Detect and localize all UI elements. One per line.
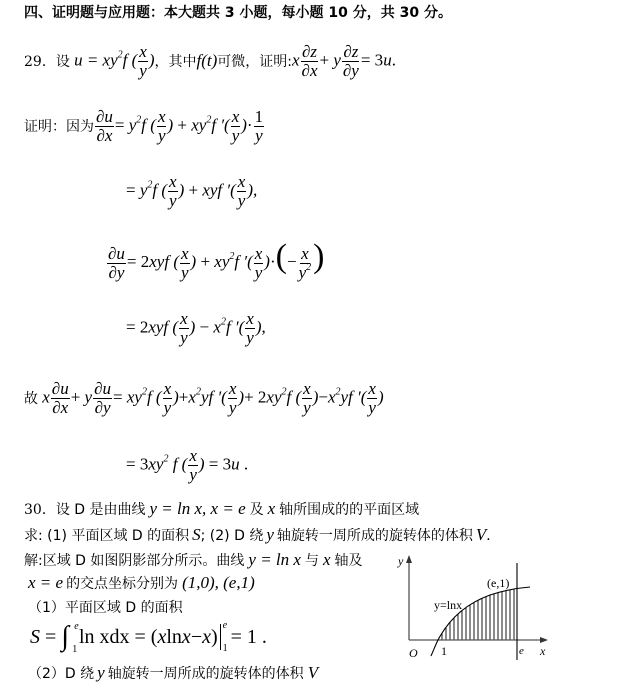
part-2-text: 轴旋转一周所成的旋转体的体积 bbox=[107, 666, 304, 682]
du-dx-equation: $\frac{\partial u}{\partial x}$ = $y^2f$ ( $\frac{x}{y}$ ) + $xy^2f$ ′( $\frac{x}{y}$ )· $\frac{1}{y}$ bbox=[96, 106, 264, 145]
q30-y: y bbox=[266, 525, 274, 544]
q30-ask-c: 轴旋转一周所成的旋转体的体积 bbox=[276, 528, 473, 544]
q30-ask-b: ; (2) D 绕 bbox=[200, 528, 264, 544]
section-heading: 四、证明题与应用题：本大题共 3 小题，每小题 10 分，共 30 分。 bbox=[24, 5, 452, 21]
proof-line-6 bbox=[126, 442, 248, 488]
prove-label: 证明: bbox=[259, 54, 292, 70]
part-1-label: （1）平面区域 D 的面积 bbox=[28, 600, 183, 616]
goal-equation: x $\frac{\partial z}{\partial x}$ + y $\frac{\partial z}{\partial y}$ = 3u. bbox=[292, 41, 396, 80]
one-label: 1 bbox=[441, 644, 447, 658]
proof-label: 证明：因为 bbox=[24, 119, 94, 135]
du-dy-simplified: = 2xyf ( $\frac{x}{y}$ ) − $x^2f$ ′( $\frac{x}{y}$ ), bbox=[126, 308, 266, 347]
q30-V: V bbox=[475, 525, 487, 544]
solution-mid: 与 bbox=[304, 553, 319, 569]
e-label: e bbox=[519, 645, 524, 657]
x-axis-arrow-icon bbox=[540, 637, 548, 643]
intersection-points: (1,0), (e,1) bbox=[182, 573, 255, 592]
part-2-prefix: （2）D 绕 bbox=[28, 666, 95, 682]
proof-line-4 bbox=[126, 305, 266, 351]
intersection-text: 的交点坐标分别为 bbox=[66, 576, 179, 592]
where-label: ，其中 bbox=[154, 54, 197, 70]
solution-prefix: 解:区域 D 如图阴影部分所示。曲线 bbox=[24, 553, 245, 569]
solution-x: x bbox=[322, 550, 331, 569]
q30-S: S bbox=[192, 525, 201, 544]
question-30-line-2 bbox=[24, 523, 500, 547]
proof-line-5 bbox=[24, 374, 384, 422]
part-2-label bbox=[28, 662, 318, 684]
f-of-t: f(t) bbox=[196, 51, 218, 70]
y-axis-label: y bbox=[398, 554, 404, 568]
solution-curve: y = ln x bbox=[248, 550, 301, 569]
proof-line-1 bbox=[24, 103, 265, 149]
solution-line-2 bbox=[28, 571, 255, 595]
part-1-formula: S = ∫ e 1 ln x dx = ( x ln x − x ) e 1 = 1 . bbox=[30, 620, 267, 655]
q30-ask-a: 求: (1) 平面区域 D 的面积 bbox=[24, 528, 190, 544]
region-figure bbox=[390, 545, 570, 665]
proof-line-2 bbox=[126, 168, 257, 214]
x-equals-e: x = e bbox=[28, 573, 64, 592]
point-label: (e,1) bbox=[487, 576, 510, 590]
du-dx-simplified: = $y^2f$ ( $\frac{x}{y}$ ) + xyf ′( $\frac{x}{y}$ ), bbox=[126, 171, 258, 210]
curve-label: y=lnx bbox=[434, 598, 463, 612]
therefore-label: 故 bbox=[24, 391, 38, 407]
differentiable-label: 可微， bbox=[217, 54, 260, 70]
solution-line-1 bbox=[24, 548, 363, 572]
u-definition: $u = xy^2f$ ( $\frac{x}{y}$ ) bbox=[69, 41, 155, 80]
question-30-line-1 bbox=[24, 497, 419, 521]
solution-suffix: 轴及 bbox=[334, 553, 363, 569]
proof-line-3 bbox=[106, 236, 324, 286]
sum-equation: x $\frac{\partial u}{\partial x}$ + y $\frac{\partial u}{\partial y}$ = $xy^2f$ ( $\frac{x}{y}$ )$+x^2yf$ ′( $\frac{x}{y}$ )+ $2xy^2f$ ( $\frac{x}{y}$ )$-x^2yf$ ′( $\frac{x}{y}$ ) bbox=[38, 378, 384, 417]
q30-curve-math: y = ln x, x = e bbox=[149, 499, 246, 518]
question-number: 29． bbox=[24, 54, 56, 70]
q30-prefix: 设 D 是由曲线 bbox=[55, 502, 146, 518]
part-2-V: V bbox=[307, 663, 319, 682]
question-29 bbox=[24, 38, 396, 84]
q30-end: ． bbox=[486, 528, 501, 544]
origin-label: O bbox=[409, 646, 418, 660]
q30-suffix: 轴所围成的的平面区域 bbox=[279, 502, 420, 518]
final-result: = $3xy^2$ f ( $\frac{x}{y}$ ) = 3u . bbox=[126, 445, 249, 484]
part-2-y: y bbox=[97, 663, 105, 682]
y-axis-arrow-icon bbox=[406, 555, 412, 563]
q30-x: x bbox=[267, 499, 276, 518]
question-number: 30． bbox=[24, 502, 56, 518]
du-dy-equation: $\frac{\partial u}{\partial y}$ = 2xyf ( $\frac{x}{y}$ ) + $xy^2f$ ′( $\frac{x}{y}$ )·(− $\frac{x}{y^2}$ ) bbox=[108, 238, 325, 282]
x-axis-label: x bbox=[540, 644, 546, 658]
set-label: 设 bbox=[55, 54, 70, 70]
q30-mid: 及 bbox=[249, 502, 264, 518]
shaded-region bbox=[442, 585, 514, 640]
